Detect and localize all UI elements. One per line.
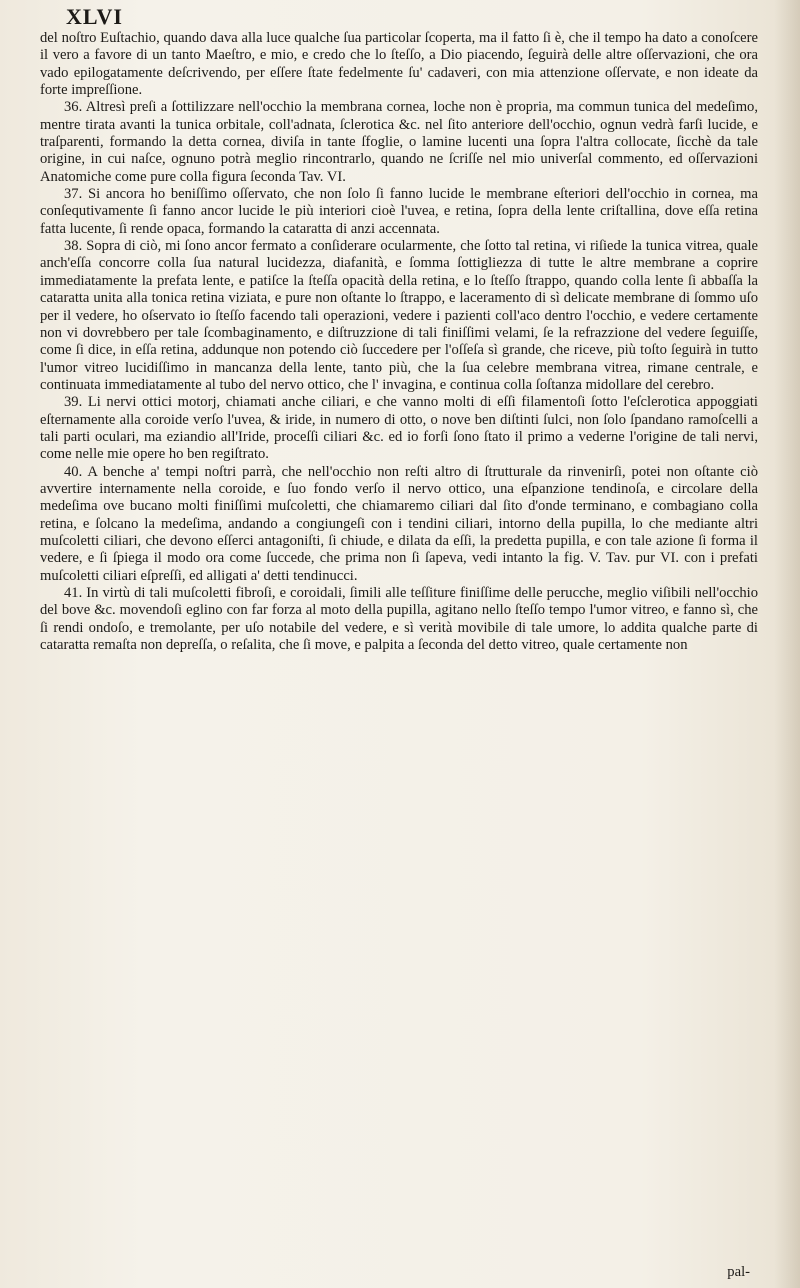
paragraph-continuation: del noſtro Euſtachio, quando dava alla luce qualche ſua particolar ſcoperta, ma il fatto ſi è, che il tempo ha dato a conoſcere il vero a favore di un tanto Maeſtro, e mio, e credo che lo ſteſſo, a Dio piacendo, ſeguirà delle altre oſſervazioni, che ora vado epilogatamente deſcrivendo, per eſſere ſtate fedelmente ſu' cadaveri, con mia attenzione oſſervate, e non ideate da forte impreſſione. (40, 30, 758, 99)
paragraph-41: 41. In virtù di tali muſcoletti fibroſi, e coroidali, ſimili alle teſſiture finiſſime delle perucche, meglio viſibili nell'occhio del bove &c. movendoſi eglino con far forza al moto della pupilla, agitano nello ſteſſo tempo l'umor vitreo, e fanno sì, che ſi rendi ondoſo, e tremolante, per uſo notabile del vedere, e sì verità movibile di tale umore, lo addita qualche parte di cataratta remaſta non depreſſa, o reſalita, che ſi move, e palpita a ſeconda del detto vitreo, quale certamente non (40, 585, 758, 654)
paragraph-39: 39. Li nervi ottici motorj, chiamati anche ciliari, e che vanno molti di eſſi filamentoſi ſotto l'eſclerotica appoggiati eſternamente alla coroide verſo l'uvea, & iride, in numero di otto, o nove ben diſtinti ſulci, non ſolo ſpandano ramoſcelli a tali parti oculari, ma eziandio all'Iride, proceſſi ciliari &c. ed io forſi ſono ſtato il primo a vederne l'origine de tali nervi, come nelle mie opere ho ben regiſtrato. (40, 394, 758, 463)
paragraph-37: 37. Si ancora ho beniſſimo oſſervato, che non ſolo ſi fanno lucide le membrane eſteriori dell'occhio in cornea, ma conſequtivamente ſi fanno ancor lucide le più interiori cioè l'uvea, e retina, ſopra della lente criſtallina, dove eſſa retina fatta lucente, ſi rende opaca, formando la cataratta di anzi accennata. (40, 186, 758, 237)
page-number: XLVI (66, 4, 123, 29)
paragraph-40: 40. A benche a' tempi noſtri parrà, che nell'occhio non reſti altro di ſtrutturale da rinvenirſi, potei non oſtante ciò avvertire internamente nella coroide, e ſuo fondo verſo il nervo ottico, una eſpanzione tendinoſa, e circolare della medeſima ove bucano molti finiſſimi muſcoletti, che chiamaremo ciliari dal ſito d'onde terminano, e combagiano colla retina, e ſolcano la medeſima, andando a congiungeſi con i tendini ciliari, intorno della pupilla, lo che mediante altri muſcoletti ciliari, che devono eſſerci antagoniſti, ſi chiude, e dilata da eſſi, la predetta pupilla, e con tale azione ſi forma il vedere, e ſi ſpiega il modo ora come ſuccede, che prima non ſi ſapeva, vedi intanto la fig. V. Tav. pur VI. con i prefati muſcoletti ciliari eſpreſſi, ed alligati a' detti tendinucci. (40, 463, 758, 584)
paragraph-36: 36. Altresì preſi a ſottilizzare nell'occhio la membrana cornea, loche non è propria, ma commun tunica del medeſimo, mentre tirata avanti la tunica orbitale, coll'adnata, ſclerotica &c. nel ſito anteriore dell'occhio, ognun vedrà farſi lucide, e traſparenti, formando la detta cornea, diviſa in tante ſfoglie, o lamine lucenti una ſopra l'altra collocate, ſicchè da tale origine, in cui naſce, ognuno potrà meglio rincontrarlo, quando ne ſcriſſe nel mio univerſal commento, ed oſſervazioni Anatomiche come pure colla figura ſeconda Tav. VI. (40, 99, 758, 185)
text-body (40, 30, 758, 654)
paragraph-38: 38. Sopra di ciò, mi ſono ancor fermato a conſiderare ocularmente, che ſotto tal retina, vi riſiede la tunica vitrea, quale anch'eſſa concorre colla ſua natural lucidezza, diafanità, e ſomma ſottigliezza di tutte le altre membrane a coprire immediatamente la prefata lente, e patiſce la ſteſſa opacità della retina, e lo ſteſſo ſtrappo, quando colla lente ſi abbaſſa la cataratta unita alla tonica retina viziata, e pure non oſtante lo ſtrappo, e laceramento di sì delicate membrane di ſommo uſo per il vedere, ho oſservato io ſteſſo facendo tali operazioni, vedere i pazienti coll'aco dentro l'occhio, e vedere certamente non vi dovrebbero per tale ſcombaginamento, e diſtruzzione di tali finiſſimi velami, ſe la refrazzione del vedere ſeguiſſe, come ſi dice, in eſſa retina, addunque non potendo ciò ſuccedere per l'oſſeſa sì grande, che riceve, più toſto ſeguirà in tutto l'umor vitreo lucidiſſimo in mancanza della lente, tanto più, che la ſua celebre membrana vitrea, rimane centrale, e continuata immediatamente al tubo del nervo ottico, che l' invagina, e continua colla ſoſtanza midollare del cerebro. (40, 238, 758, 393)
catchword: pal- (727, 1264, 750, 1280)
page-edge-shadow (774, 0, 800, 1288)
